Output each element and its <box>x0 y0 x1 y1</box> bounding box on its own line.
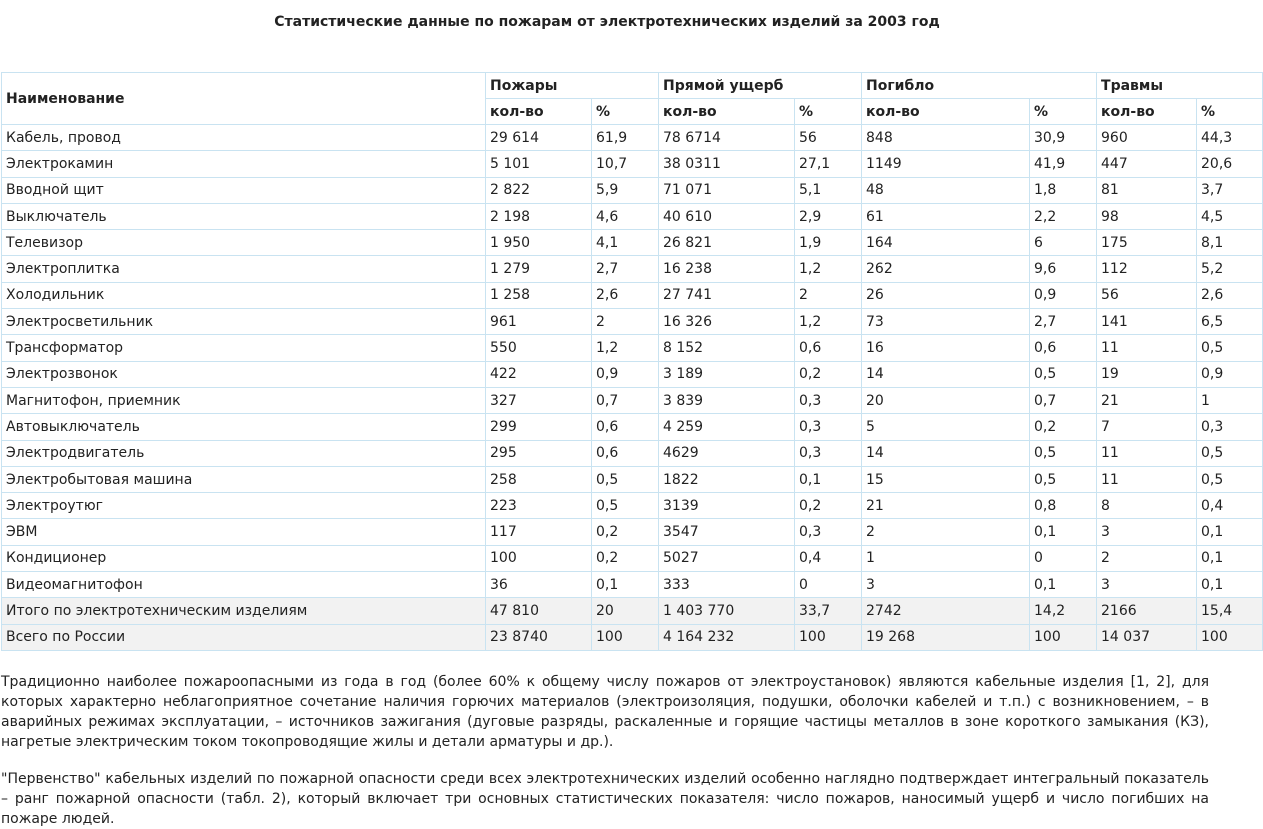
cell-injuries-percent: 0,9 <box>1197 361 1263 387</box>
cell-item-name: Всего по России <box>2 624 486 650</box>
cell-injuries-count: 11 <box>1097 466 1197 492</box>
cell-injuries-count: 19 <box>1097 361 1197 387</box>
subheader-cell: кол-во <box>1097 99 1197 125</box>
table-row <box>2 177 1263 203</box>
cell-fires-count: 961 <box>486 309 592 335</box>
cell-deaths-percent: 0,5 <box>1030 440 1097 466</box>
cell-fires-count: 47 810 <box>486 598 592 624</box>
cell-deaths-count: 73 <box>862 309 1030 335</box>
cell-deaths-percent: 6 <box>1030 230 1097 256</box>
cell-injuries-percent: 2,6 <box>1197 282 1263 308</box>
cell-fires-percent: 0,5 <box>592 493 659 519</box>
cell-fires-percent: 2,7 <box>592 256 659 282</box>
cell-damage-amount: 40 610 <box>659 203 795 229</box>
cell-injuries-count: 98 <box>1097 203 1197 229</box>
cell-item-name: Электрозвонок <box>2 361 486 387</box>
cell-deaths-count: 15 <box>862 466 1030 492</box>
cell-injuries-percent: 100 <box>1197 624 1263 650</box>
cell-deaths-percent: 30,9 <box>1030 125 1097 151</box>
cell-damage-percent: 1,9 <box>795 230 862 256</box>
table-row <box>2 414 1263 440</box>
cell-injuries-percent: 4,5 <box>1197 203 1263 229</box>
cell-item-name: Автовыключатель <box>2 414 486 440</box>
subheader-cell: % <box>1030 99 1097 125</box>
cell-deaths-count: 3 <box>862 572 1030 598</box>
table-row <box>2 361 1263 387</box>
subheader-cell: кол-во <box>486 99 592 125</box>
cell-deaths-percent: 0,9 <box>1030 282 1097 308</box>
cell-deaths-percent: 14,2 <box>1030 598 1097 624</box>
cell-fires-percent: 0,5 <box>592 466 659 492</box>
cell-fires-percent: 0,6 <box>592 440 659 466</box>
cell-item-name: Холодильник <box>2 282 486 308</box>
cell-damage-percent: 56 <box>795 125 862 151</box>
subheader-cell: % <box>795 99 862 125</box>
cell-deaths-count: 2 <box>862 519 1030 545</box>
cell-injuries-percent: 0,1 <box>1197 519 1263 545</box>
cell-injuries-count: 447 <box>1097 151 1197 177</box>
cell-fires-percent: 61,9 <box>592 125 659 151</box>
cell-fires-count: 29 614 <box>486 125 592 151</box>
cell-injuries-percent: 0,4 <box>1197 493 1263 519</box>
cell-injuries-percent: 0,5 <box>1197 440 1263 466</box>
cell-injuries-count: 21 <box>1097 387 1197 413</box>
cell-damage-amount: 3 839 <box>659 387 795 413</box>
cell-injuries-count: 2166 <box>1097 598 1197 624</box>
cell-deaths-count: 2742 <box>862 598 1030 624</box>
total-row <box>2 624 1263 650</box>
cell-fires-count: 299 <box>486 414 592 440</box>
cell-fires-percent: 0,7 <box>592 387 659 413</box>
table-row <box>2 572 1263 598</box>
cell-item-name: Трансформатор <box>2 335 486 361</box>
subheader-cell: кол-во <box>862 99 1030 125</box>
cell-damage-amount: 16 238 <box>659 256 795 282</box>
cell-deaths-percent: 2,7 <box>1030 309 1097 335</box>
cell-deaths-count: 262 <box>862 256 1030 282</box>
cell-injuries-percent: 0,3 <box>1197 414 1263 440</box>
cell-damage-amount: 1 403 770 <box>659 598 795 624</box>
table-body <box>2 125 1263 651</box>
cell-damage-percent: 27,1 <box>795 151 862 177</box>
cell-injuries-percent: 6,5 <box>1197 309 1263 335</box>
table-row <box>2 256 1263 282</box>
cell-fires-percent: 0,6 <box>592 414 659 440</box>
cell-damage-amount: 3547 <box>659 519 795 545</box>
cell-injuries-percent: 5,2 <box>1197 256 1263 282</box>
cell-damage-amount: 3 189 <box>659 361 795 387</box>
cell-damage-percent: 5,1 <box>795 177 862 203</box>
cell-deaths-count: 848 <box>862 125 1030 151</box>
table-row <box>2 335 1263 361</box>
cell-injuries-count: 960 <box>1097 125 1197 151</box>
cell-fires-percent: 0,1 <box>592 572 659 598</box>
cell-deaths-count: 5 <box>862 414 1030 440</box>
table-row <box>2 387 1263 413</box>
cell-item-name: Электробытовая машина <box>2 466 486 492</box>
cell-damage-percent: 2,9 <box>795 203 862 229</box>
cell-injuries-percent: 0,1 <box>1197 545 1263 571</box>
table-row <box>2 493 1263 519</box>
cell-fires-count: 117 <box>486 519 592 545</box>
cell-damage-amount: 333 <box>659 572 795 598</box>
cell-fires-count: 258 <box>486 466 592 492</box>
cell-fires-percent: 1,2 <box>592 335 659 361</box>
cell-injuries-count: 7 <box>1097 414 1197 440</box>
paragraph-cable-hazard: Традиционно наиболее пожароопасными из года в год (более 60% к общему числу пожаров от электроустановок) являются кабельные изделия [1, 2], для которых характерно неблагоприятное сочетание наличия горючих материалов (электроизоляция, подушки, оболочки кабелей и т.п.) с возникновением, – в аварийных режимах эксплуатации, – источников зажигания (дуговые разряды, раскаленные и горящие частицы металлов в зоне короткого замыкания (КЗ), нагретые электрическим током токопроводящие жилы и детали арматуры и др.). <box>1 674 1209 750</box>
cell-item-name: Электросветильник <box>2 309 486 335</box>
subheader-cell: кол-во <box>659 99 795 125</box>
subheader-cell: % <box>1197 99 1263 125</box>
cell-item-name: Телевизор <box>2 230 486 256</box>
cell-damage-amount: 16 326 <box>659 309 795 335</box>
cell-damage-amount: 5027 <box>659 545 795 571</box>
cell-injuries-percent: 20,6 <box>1197 151 1263 177</box>
cell-damage-amount: 8 152 <box>659 335 795 361</box>
cell-damage-percent: 1,2 <box>795 256 862 282</box>
cell-deaths-count: 20 <box>862 387 1030 413</box>
header-group-fires: Пожары <box>486 73 659 99</box>
cell-fires-percent: 0,2 <box>592 545 659 571</box>
cell-item-name: Кабель, провод <box>2 125 486 151</box>
cell-injuries-count: 11 <box>1097 335 1197 361</box>
cell-injuries-count: 141 <box>1097 309 1197 335</box>
cell-deaths-percent: 0,7 <box>1030 387 1097 413</box>
table-row <box>2 230 1263 256</box>
cell-injuries-count: 11 <box>1097 440 1197 466</box>
cell-damage-percent: 1,2 <box>795 309 862 335</box>
cell-deaths-count: 48 <box>862 177 1030 203</box>
cell-deaths-percent: 0 <box>1030 545 1097 571</box>
cell-damage-percent: 0,4 <box>795 545 862 571</box>
cell-damage-amount: 27 741 <box>659 282 795 308</box>
cell-item-name: Электродвигатель <box>2 440 486 466</box>
cell-deaths-count: 19 268 <box>862 624 1030 650</box>
cell-injuries-count: 3 <box>1097 572 1197 598</box>
cell-deaths-count: 164 <box>862 230 1030 256</box>
cell-item-name: Вводной щит <box>2 177 486 203</box>
cell-deaths-percent: 0,1 <box>1030 519 1097 545</box>
total-row <box>2 598 1263 624</box>
cell-fires-count: 223 <box>486 493 592 519</box>
cell-damage-percent: 0,6 <box>795 335 862 361</box>
cell-injuries-percent: 3,7 <box>1197 177 1263 203</box>
cell-injuries-percent: 8,1 <box>1197 230 1263 256</box>
cell-fires-percent: 100 <box>592 624 659 650</box>
cell-damage-amount: 78 6714 <box>659 125 795 151</box>
cell-deaths-percent: 9,6 <box>1030 256 1097 282</box>
cell-deaths-percent: 0,5 <box>1030 361 1097 387</box>
table-row <box>2 125 1263 151</box>
table-row <box>2 440 1263 466</box>
table-row <box>2 545 1263 571</box>
cell-deaths-count: 14 <box>862 361 1030 387</box>
cell-damage-amount: 1822 <box>659 466 795 492</box>
header-group-injuries: Травмы <box>1097 73 1263 99</box>
cell-fires-count: 23 8740 <box>486 624 592 650</box>
cell-item-name: Магнитофон, приемник <box>2 387 486 413</box>
cell-deaths-count: 1149 <box>862 151 1030 177</box>
header-name: Наименование <box>2 73 486 125</box>
table-row <box>2 282 1263 308</box>
cell-fires-percent: 4,6 <box>592 203 659 229</box>
cell-fires-count: 36 <box>486 572 592 598</box>
cell-deaths-percent: 0,8 <box>1030 493 1097 519</box>
cell-injuries-count: 175 <box>1097 230 1197 256</box>
cell-deaths-percent: 0,5 <box>1030 466 1097 492</box>
cell-deaths-percent: 100 <box>1030 624 1097 650</box>
table-row <box>2 151 1263 177</box>
cell-item-name: Видеомагнитофон <box>2 572 486 598</box>
cell-fires-percent: 0,9 <box>592 361 659 387</box>
cell-item-name: Выключатель <box>2 203 486 229</box>
cell-injuries-count: 14 037 <box>1097 624 1197 650</box>
cell-fires-count: 550 <box>486 335 592 361</box>
cell-item-name: Итого по электротехническим изделиям <box>2 598 486 624</box>
cell-damage-percent: 0,1 <box>795 466 862 492</box>
cell-injuries-count: 2 <box>1097 545 1197 571</box>
cell-damage-percent: 2 <box>795 282 862 308</box>
header-group-deaths: Погибло <box>862 73 1097 99</box>
cell-deaths-count: 26 <box>862 282 1030 308</box>
cell-fires-count: 422 <box>486 361 592 387</box>
cell-deaths-percent: 41,9 <box>1030 151 1097 177</box>
table-row <box>2 309 1263 335</box>
cell-damage-amount: 26 821 <box>659 230 795 256</box>
cell-damage-percent: 0,3 <box>795 387 862 413</box>
cell-deaths-percent: 2,2 <box>1030 203 1097 229</box>
cell-injuries-percent: 44,3 <box>1197 125 1263 151</box>
cell-deaths-count: 14 <box>862 440 1030 466</box>
cell-damage-amount: 71 071 <box>659 177 795 203</box>
subheader-cell: % <box>592 99 659 125</box>
cell-deaths-count: 1 <box>862 545 1030 571</box>
cell-damage-percent: 0,2 <box>795 361 862 387</box>
cell-damage-amount: 3139 <box>659 493 795 519</box>
cell-injuries-percent: 1 <box>1197 387 1263 413</box>
cell-deaths-count: 21 <box>862 493 1030 519</box>
cell-fires-percent: 5,9 <box>592 177 659 203</box>
cell-damage-percent: 0,3 <box>795 519 862 545</box>
cell-deaths-percent: 0,6 <box>1030 335 1097 361</box>
cell-fires-percent: 2 <box>592 309 659 335</box>
cell-fires-count: 1 258 <box>486 282 592 308</box>
cell-injuries-count: 81 <box>1097 177 1197 203</box>
cell-fires-percent: 0,2 <box>592 519 659 545</box>
cell-damage-amount: 4 259 <box>659 414 795 440</box>
cell-fires-count: 1 950 <box>486 230 592 256</box>
cell-deaths-percent: 1,8 <box>1030 177 1097 203</box>
cell-injuries-count: 56 <box>1097 282 1197 308</box>
table-header-row <box>2 73 1263 99</box>
cell-injuries-percent: 0,5 <box>1197 335 1263 361</box>
page-title: Статистические данные по пожарам от электротехнических изделий за 2003 год <box>274 14 940 30</box>
cell-fires-percent: 2,6 <box>592 282 659 308</box>
table-row <box>2 519 1263 545</box>
cell-item-name: Кондиционер <box>2 545 486 571</box>
cell-item-name: ЭВМ <box>2 519 486 545</box>
cell-damage-percent: 100 <box>795 624 862 650</box>
cell-fires-percent: 10,7 <box>592 151 659 177</box>
cell-damage-percent: 33,7 <box>795 598 862 624</box>
cell-fires-count: 2 198 <box>486 203 592 229</box>
cell-damage-amount: 38 0311 <box>659 151 795 177</box>
cell-injuries-count: 8 <box>1097 493 1197 519</box>
cell-damage-percent: 0 <box>795 572 862 598</box>
cell-injuries-percent: 15,4 <box>1197 598 1263 624</box>
cell-damage-amount: 4 164 232 <box>659 624 795 650</box>
cell-fires-count: 1 279 <box>486 256 592 282</box>
cell-fires-count: 327 <box>486 387 592 413</box>
cell-injuries-count: 112 <box>1097 256 1197 282</box>
cell-fires-count: 2 822 <box>486 177 592 203</box>
cell-damage-percent: 0,2 <box>795 493 862 519</box>
header-group-damage: Прямой ущерб <box>659 73 862 99</box>
cell-fires-count: 295 <box>486 440 592 466</box>
cell-damage-percent: 0,3 <box>795 414 862 440</box>
cell-fires-percent: 4,1 <box>592 230 659 256</box>
fire-statistics-table <box>1 72 1263 651</box>
cell-deaths-percent: 0,1 <box>1030 572 1097 598</box>
cell-damage-percent: 0,3 <box>795 440 862 466</box>
cell-damage-amount: 4629 <box>659 440 795 466</box>
cell-deaths-count: 16 <box>862 335 1030 361</box>
cell-item-name: Электроплитка <box>2 256 486 282</box>
cell-fires-count: 5 101 <box>486 151 592 177</box>
cell-fires-count: 100 <box>486 545 592 571</box>
paragraph-cable-priority: "Первенство" кабельных изделий по пожарной опасности среди всех электротехнических изделий особенно наглядно подтверждает интегральный показатель – ранг пожарной опасности (табл. 2), который включает три основных статистических показателя: число пожаров, наносимый ущерб и число погибших на пожаре людей. <box>1 771 1209 827</box>
cell-item-name: Электрокамин <box>2 151 486 177</box>
cell-item-name: Электроутюг <box>2 493 486 519</box>
cell-fires-percent: 20 <box>592 598 659 624</box>
cell-deaths-count: 61 <box>862 203 1030 229</box>
table-row <box>2 466 1263 492</box>
cell-injuries-count: 3 <box>1097 519 1197 545</box>
cell-injuries-percent: 0,1 <box>1197 572 1263 598</box>
cell-deaths-percent: 0,2 <box>1030 414 1097 440</box>
table-row <box>2 203 1263 229</box>
cell-injuries-percent: 0,5 <box>1197 466 1263 492</box>
